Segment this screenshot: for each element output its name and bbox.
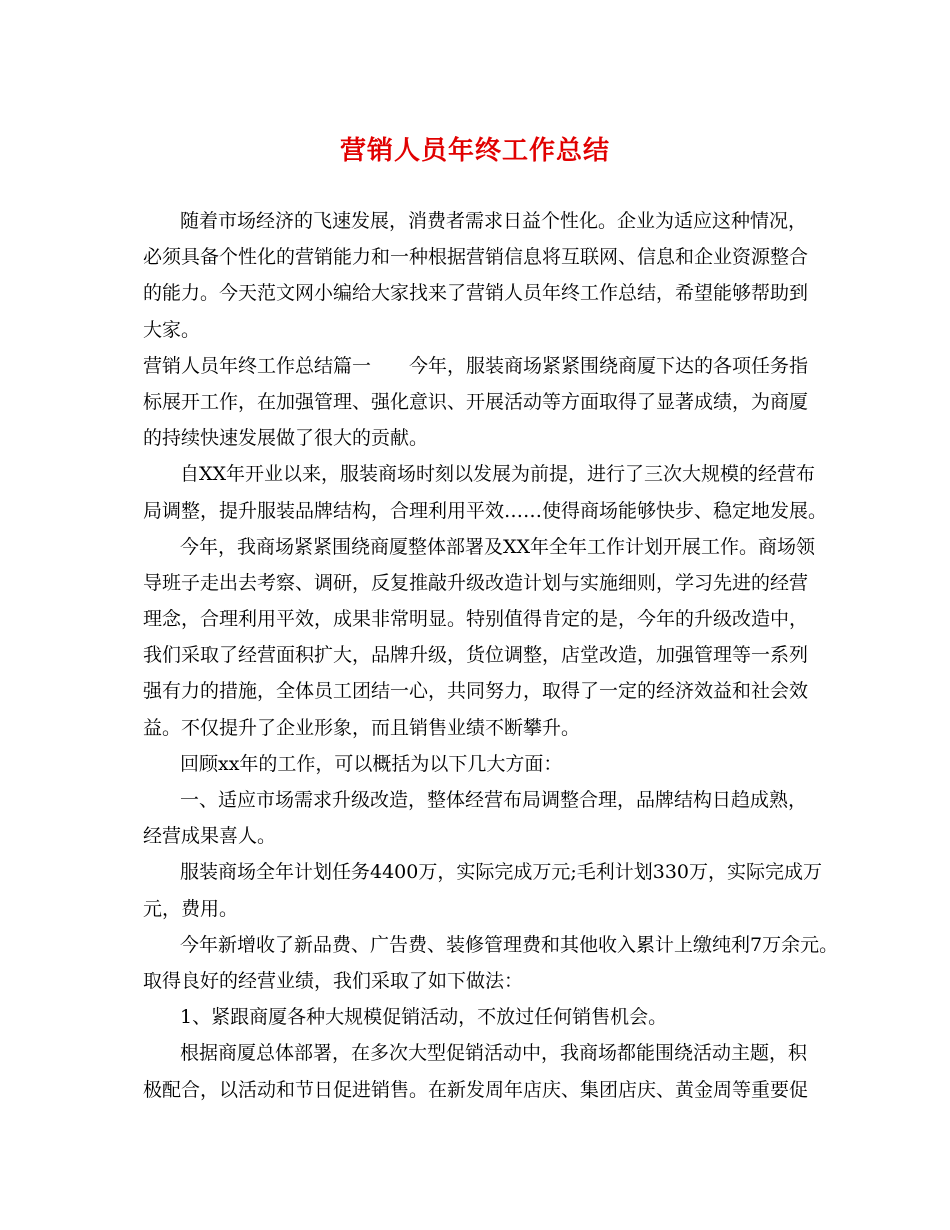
body-text-line: 根据商厦总体部署，在多次大型促销活动中，我商场都能围绕活动主题，积 (180, 1042, 808, 1065)
body-text-line: 今年，我商场紧紧围绕商厦整体部署及XX年全年工作计划开展工作。商场领 (180, 535, 816, 558)
body-text-line: 取得良好的经营业绩，我们采取了如下做法： (143, 969, 524, 992)
body-text-line: 一、适应市场需求升级改造，整体经营布局调整合理，品牌结构日趋成熟， (180, 789, 808, 811)
body-text-line: 1、紧跟商厦各种大规模促销活动，不放过任何销售机会。 (180, 1006, 668, 1029)
body-text-line: 元，费用。 (143, 897, 239, 920)
document-body (143, 203, 839, 1108)
body-text-line: 回顾xx年的工作，可以概括为以下几大方面： (180, 752, 563, 775)
body-text-line: 经营成果喜人。 (143, 825, 277, 848)
body-text-line: 强有力的措施，全体员工团结一心，共同努力，取得了一定的经济效益和社会效 (143, 680, 809, 703)
document-title: 营销人员年终工作总结 (339, 136, 610, 166)
body-text-line: 服装商场全年计划任务4400万，实际完成万元;毛利计划330万，实际完成万 (180, 861, 823, 884)
body-text-line: 我们采取了经营面积扩大，品牌升级，货位调整，店堂改造，加强管理等一系列 (143, 644, 809, 667)
body-text-line: 极配合，以活动和节日促进销售。在新发周年店庆、集团店庆、黄金周等重要促 (143, 1078, 809, 1101)
body-text-line: 自XX年开业以来，服装商场时刻以发展为前提，进行了三次大规模的经营布 (180, 463, 816, 486)
body-text-line: 局调整，提升服装品牌结构，合理利用平效……使得商场能够快步、稳定地发展。 (143, 499, 828, 522)
body-text-line: 必须具备个性化的营销能力和一种根据营销信息将互联网、信息和企业资源整合 (143, 246, 809, 269)
body-text-line: 随着市场经济的飞速发展，消费者需求日益个性化。企业为适应这种情况， (180, 210, 808, 232)
body-text-line: 理念，合理利用平效，成果非常明显。特别值得肯定的是，今年的升级改造中， (143, 608, 809, 631)
body-text-line: 的持续快速发展做了很大的贡献。 (143, 427, 429, 450)
body-text-line: 营销人员年终工作总结篇一 今年，服装商场紧紧围绕商厦下达的各项任务指 (143, 354, 809, 377)
body-text-line: 益。不仅提升了企业形象，而且销售业绩不断攀升。 (143, 716, 581, 739)
body-text-line: 今年新增收了新品费、广告费、装修管理费和其他收入累计上缴纯利7万余元。 (180, 933, 839, 956)
body-text-line: 大家。 (143, 318, 201, 341)
body-text-line: 标展开工作，在加强管理、强化意识、开展活动等方面取得了显著成绩，为商厦 (143, 390, 809, 413)
body-text-line: 导班子走出去考察、调研，反复推敲升级改造计划与实施细则，学习先进的经营 (143, 571, 809, 594)
body-text-line: 的能力。今天范文网小编给大家找来了营销人员年终工作总结，希望能够帮助到 (143, 282, 809, 305)
